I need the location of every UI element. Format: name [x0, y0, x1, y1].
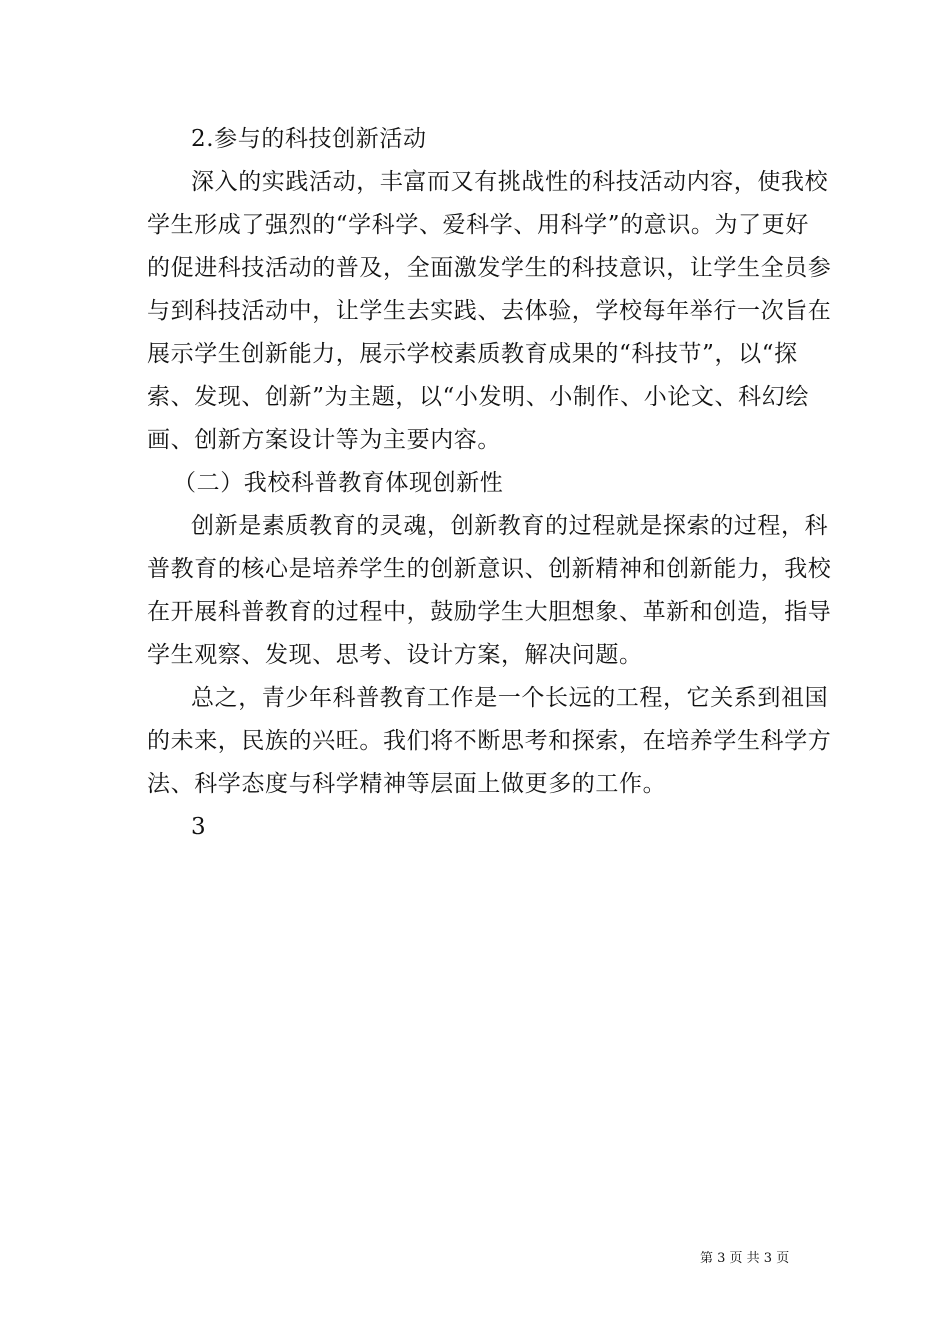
paragraph-1-line-3: 的促进科技活动的普及，全面激发学生的科技意识，让学生全员参	[147, 255, 832, 281]
paragraph-3-line-1: 总之，青少年科普教育工作是一个长远的工程，它关系到祖国	[191, 685, 829, 711]
paragraph-2-line-2: 普教育的核心是培养学生的创新意识、创新精神和创新能力，我校	[147, 556, 832, 582]
paragraph-1-line-1: 深入的实践活动，丰富而又有挑战性的科技活动内容，使我校	[191, 169, 829, 195]
heading-science-activities: 2.参与的科技创新活动	[191, 126, 427, 152]
footer-page-indicator: 第 3 页 共 3 页	[700, 1251, 790, 1266]
paragraph-2-line-3: 在开展科普教育的过程中，鼓励学生大胆想象、革新和创造，指导	[147, 599, 832, 625]
paragraph-3-line-2: 的未来，民族的兴旺。我们将不断思考和探索，在培养学生科学方	[147, 728, 832, 754]
paragraph-2-line-4: 学生观察、发现、思考、设计方案，解决问题。	[147, 642, 643, 668]
paragraph-1-line-7: 画、创新方案设计等为主要内容。	[147, 427, 501, 453]
document-body	[147, 118, 832, 849]
section-title: （二）我校科普教育体现创新性	[173, 470, 504, 496]
paragraph-2-line-1: 创新是素质教育的灵魂，创新教育的过程就是探索的过程，科	[191, 513, 829, 539]
paragraph-1-line-5: 展示学生创新能力，展示学校素质教育成果的“科技节”，以“探	[147, 341, 798, 367]
paragraph-1-line-6: 索、发现、创新”为主题，以“小发明、小制作、小论文、科幻绘	[147, 384, 809, 410]
paragraph-3-line-3: 法、科学态度与科学精神等层面上做更多的工作。	[147, 771, 667, 797]
inline-page-number: 3	[191, 814, 207, 840]
paragraph-1-line-2: 学生形成了强烈的“学科学、爱科学、用科学”的意识。为了更好	[147, 212, 809, 238]
paragraph-1-line-4: 与到科技活动中，让学生去实践、去体验，学校每年举行一次旨在	[147, 298, 832, 324]
